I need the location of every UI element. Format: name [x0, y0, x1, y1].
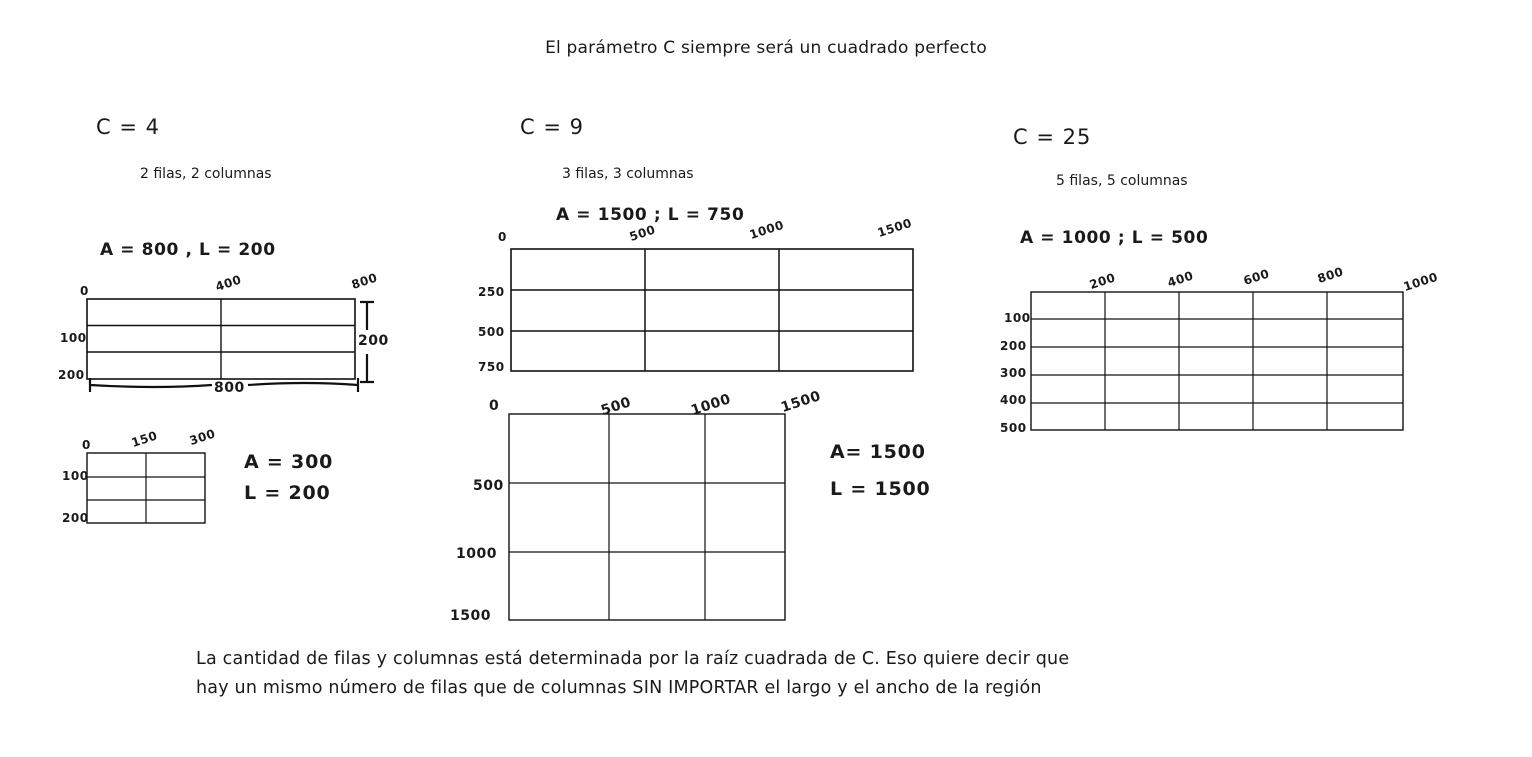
example-1-grid-2-ytick-2: 200: [62, 511, 89, 525]
example-1-grid-1-ytick-1: 100: [60, 331, 87, 345]
example-1-grid-2-xtick-2: 300: [187, 426, 218, 448]
example-1-sub-label: 2 filas, 2 columnas: [140, 166, 272, 182]
example-2-sub-label: 3 filas, 3 columnas: [562, 166, 694, 182]
example-2-grid-2-area-label: A= 1500: [830, 441, 926, 463]
example-2-grid-2-length-label: L = 1500: [830, 478, 931, 500]
example-2-grid-1-xtick-1: 500: [627, 222, 658, 244]
example-2-grid-2-xtick-1: 500: [599, 394, 634, 419]
example-3-grid-1-xtick-0: 200: [1087, 270, 1118, 292]
example-2-grid-1: [510, 248, 914, 372]
example-3-grid-1: [1030, 291, 1404, 431]
example-2-grid-2-ytick-2: 1000: [456, 546, 497, 562]
example-2-grid-1-dims: A = 1500 ; L = 750: [556, 205, 745, 225]
example-3-grid-1-xtick-4: 1000: [1401, 269, 1440, 294]
example-3-sub-label: 5 filas, 5 columnas: [1056, 173, 1188, 189]
example-3-grid-1-ytick-3: 400: [1000, 393, 1027, 407]
example-1-grid-1-xtick-2: 800: [349, 270, 380, 292]
example-3-c-label: C = 25: [1013, 125, 1092, 149]
example-1-grid-1-dims: A = 800 , L = 200: [100, 240, 276, 260]
example-1-grid-1-height-value: 200: [358, 333, 389, 349]
example-1-grid-2-ytick-1: 100: [62, 469, 89, 483]
example-2-grid-2-xtick-2: 1000: [689, 391, 733, 419]
footer-caption: [196, 645, 1316, 703]
example-1-grid-2-length-label: L = 200: [244, 482, 331, 504]
footer-line-1: La cantidad de filas y columnas está determinada por la raíz cuadrada de C. Eso quiere decir que: [196, 649, 1070, 669]
example-3-grid-1-xtick-2: 600: [1241, 266, 1272, 288]
example-2-grid-1-xtick-3: 1500: [875, 215, 914, 240]
example-1-grid-1: [86, 298, 356, 380]
example-3-grid-1-ytick-4: 500: [1000, 421, 1027, 435]
example-1-c-label: C = 4: [96, 115, 160, 139]
example-1-grid-1-xtick-0: 0: [80, 284, 89, 298]
example-2-c-label: C = 9: [520, 115, 584, 139]
example-2-grid-2: [508, 413, 786, 621]
example-1-grid-1-width-value: 800: [214, 380, 245, 396]
example-1-grid-2-xtick-1: 150: [129, 428, 160, 450]
example-2-grid-1-ytick-3: 750: [478, 360, 505, 374]
example-2-grid-1-ytick-1: 250: [478, 285, 505, 299]
example-3-grid-1-ytick-1: 200: [1000, 339, 1027, 353]
example-2-grid-2-ytick-1: 500: [473, 478, 504, 494]
example-3-grid-1-dims: A = 1000 ; L = 500: [1020, 228, 1209, 248]
example-2-grid-2-xtick-0: 0: [489, 398, 500, 414]
example-1-grid-2: [86, 452, 206, 524]
example-3-grid-1-xtick-3: 800: [1315, 264, 1346, 286]
example-1-grid-2-area-label: A = 300: [244, 451, 334, 473]
example-2-grid-2-xtick-3: 1500: [779, 388, 823, 416]
example-3-grid-1-ytick-2: 300: [1000, 366, 1027, 380]
example-2-grid-2-ytick-3: 1500: [450, 608, 491, 624]
footer-line-2: hay un mismo número de filas que de columnas SIN IMPORTAR el largo y el ancho de la región: [196, 678, 1042, 698]
page-title: El parámetro C siempre será un cuadrado perfecto: [545, 38, 987, 58]
example-1-grid-2-xtick-0: 0: [82, 438, 91, 452]
example-1-grid-1-xtick-1: 400: [213, 272, 244, 294]
example-2-grid-1-xtick-2: 1000: [747, 217, 786, 242]
example-3-grid-1-xtick-1: 400: [1165, 268, 1196, 290]
example-2-grid-1-ytick-2: 500: [478, 325, 505, 339]
example-1-grid-1-ytick-2: 200: [58, 368, 85, 382]
example-3-grid-1-ytick-0: 100: [1004, 311, 1031, 325]
example-2-grid-1-xtick-0: 0: [498, 230, 507, 244]
